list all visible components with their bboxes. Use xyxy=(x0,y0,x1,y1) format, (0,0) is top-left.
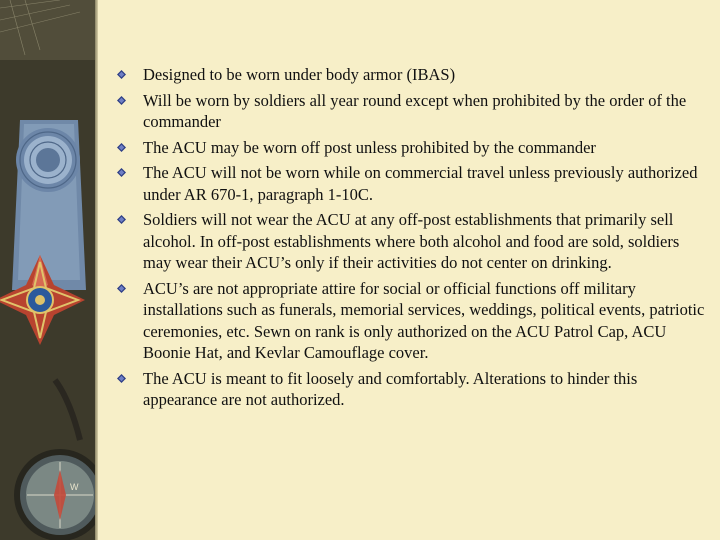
bullet-item xyxy=(115,278,710,364)
bullet-item xyxy=(115,209,710,274)
diamond-bullet-icon xyxy=(117,374,126,383)
bullet-item xyxy=(115,162,710,205)
diamond-bullet-icon xyxy=(117,215,126,224)
bullet-item xyxy=(115,137,710,159)
svg-text:W: W xyxy=(70,482,79,492)
diamond-bullet-icon xyxy=(117,284,126,293)
decorative-photo-strip xyxy=(0,0,97,540)
bullet-text: Will be worn by soldiers all year round except when prohibited by the order of the commander xyxy=(143,90,687,131)
diamond-bullet-icon xyxy=(117,70,126,79)
bullet-text: The ACU may be worn off post unless prohibited by the commander xyxy=(143,137,596,157)
bullet-list xyxy=(115,64,710,411)
bullet-text: ACU’s are not appropriate attire for social or official functions off military installations such as funerals, memorial services, weddings, political events, patriotic ceremonies, etc. Sewn on rank is only authorized on the ACU Patrol Cap, ACU Boonie Hat, and Kevlar Camouflage cover. xyxy=(143,278,705,362)
bullet-text: The ACU is meant to fit loosely and comfortably. Alterations to hinder this appearance are not authorized. xyxy=(143,368,638,409)
bullet-item xyxy=(115,64,710,86)
bullet-item xyxy=(115,90,710,133)
diamond-bullet-icon xyxy=(117,96,126,105)
medal-compass-image xyxy=(0,0,97,540)
slide-content xyxy=(115,64,710,415)
bullet-text: The ACU will not be worn while on commercial travel unless previously authorized under AR 670-1, paragraph 1-10C. xyxy=(143,163,698,204)
bullet-text: Soldiers will not wear the ACU at any off-post establishments that primarily sell alcohol. In off-post establishments where both alcohol and food are sold, soldiers may wear their ACU’s only if their activities do not center on drinking. xyxy=(143,210,680,272)
bullet-item xyxy=(115,368,710,411)
diamond-bullet-icon xyxy=(117,168,126,177)
diamond-bullet-icon xyxy=(117,143,126,152)
photo-strip-edge xyxy=(95,0,98,540)
bullet-text: Designed to be worn under body armor (IBAS) xyxy=(143,65,456,84)
